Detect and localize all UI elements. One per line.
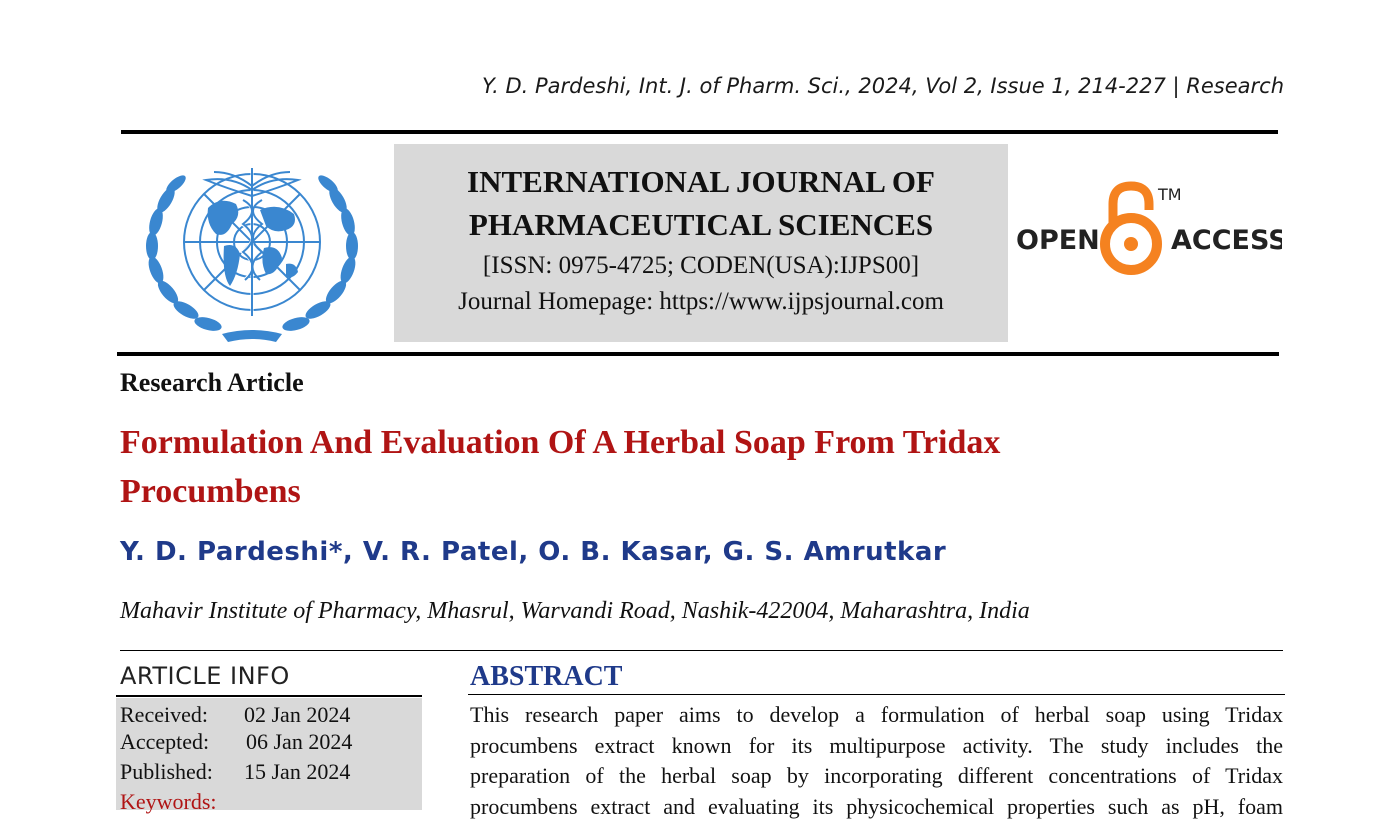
journal-issn: [ISSN: 0975-4725; CODEN(USA):IJPS00] xyxy=(394,250,1008,282)
published-label: Published: xyxy=(120,759,244,785)
article-type: Research Article xyxy=(120,368,304,398)
article-info-panel xyxy=(116,698,422,810)
accepted-row xyxy=(120,729,352,755)
abstract-line: procumbens extract known for its multipurpose activity. The study includes the xyxy=(470,731,1283,762)
open-access-trademark: TM xyxy=(1157,185,1182,204)
received-label: Received: xyxy=(120,702,244,728)
open-access-right-word: ACCESS xyxy=(1171,225,1282,256)
published-row xyxy=(120,759,350,785)
open-lock-icon xyxy=(1105,186,1157,270)
author-affiliation: Mahavir Institute of Pharmacy, Mhasrul, Warvandi Road, Nashik-422004, Maharashtra, India xyxy=(120,598,1030,625)
article-info-rule xyxy=(116,695,422,697)
published-date: 15 Jan 2024 xyxy=(244,759,350,784)
abstract-line: This research paper aims to develop a formulation of herbal soap using Tridax xyxy=(470,700,1283,731)
affiliation-divider xyxy=(120,650,1283,651)
abstract-body xyxy=(470,700,1283,822)
received-row xyxy=(120,702,350,728)
received-date: 02 Jan 2024 xyxy=(244,702,350,727)
running-header: Y. D. Pardeshi, Int. J. of Pharm. Sci., 2024, Vol 2, Issue 1, 214-227 | Research xyxy=(482,74,1284,98)
abstract-rule xyxy=(468,694,1285,695)
abstract-heading: ABSTRACT xyxy=(470,661,622,693)
open-access-left-word: OPEN xyxy=(1016,225,1100,256)
accepted-date: 06 Jan 2024 xyxy=(246,729,352,754)
journal-emblem-logo xyxy=(136,150,368,344)
keywords-label: Keywords: xyxy=(120,789,217,815)
journal-homepage: Journal Homepage: https://www.ijpsjournal.com xyxy=(394,286,1008,318)
accepted-label: Accepted: xyxy=(120,729,246,755)
header-rule-top xyxy=(121,130,1278,134)
header-rule-bottom xyxy=(117,352,1279,356)
article-info-heading: ARTICLE INFO xyxy=(120,662,290,690)
author-list: Y. D. Pardeshi*, V. R. Patel, O. B. Kasar, G. S. Amrutkar xyxy=(120,537,946,567)
open-access-logo xyxy=(1014,180,1282,280)
abstract-line: procumbens extract and evaluating its physicochemical properties such as pH, foam xyxy=(470,792,1283,822)
journal-name-line2: PHARMACEUTICAL SCIENCES xyxy=(394,205,1008,245)
journal-name-line1: INTERNATIONAL JOURNAL OF xyxy=(394,162,1008,202)
abstract-line: preparation of the herbal soap by incorporating different concentrations of Tridax xyxy=(470,761,1283,792)
journal-title-box xyxy=(394,144,1008,342)
paper-title: Formulation And Evaluation Of A Herbal Soap From Tridax Procumbens xyxy=(120,418,1140,516)
